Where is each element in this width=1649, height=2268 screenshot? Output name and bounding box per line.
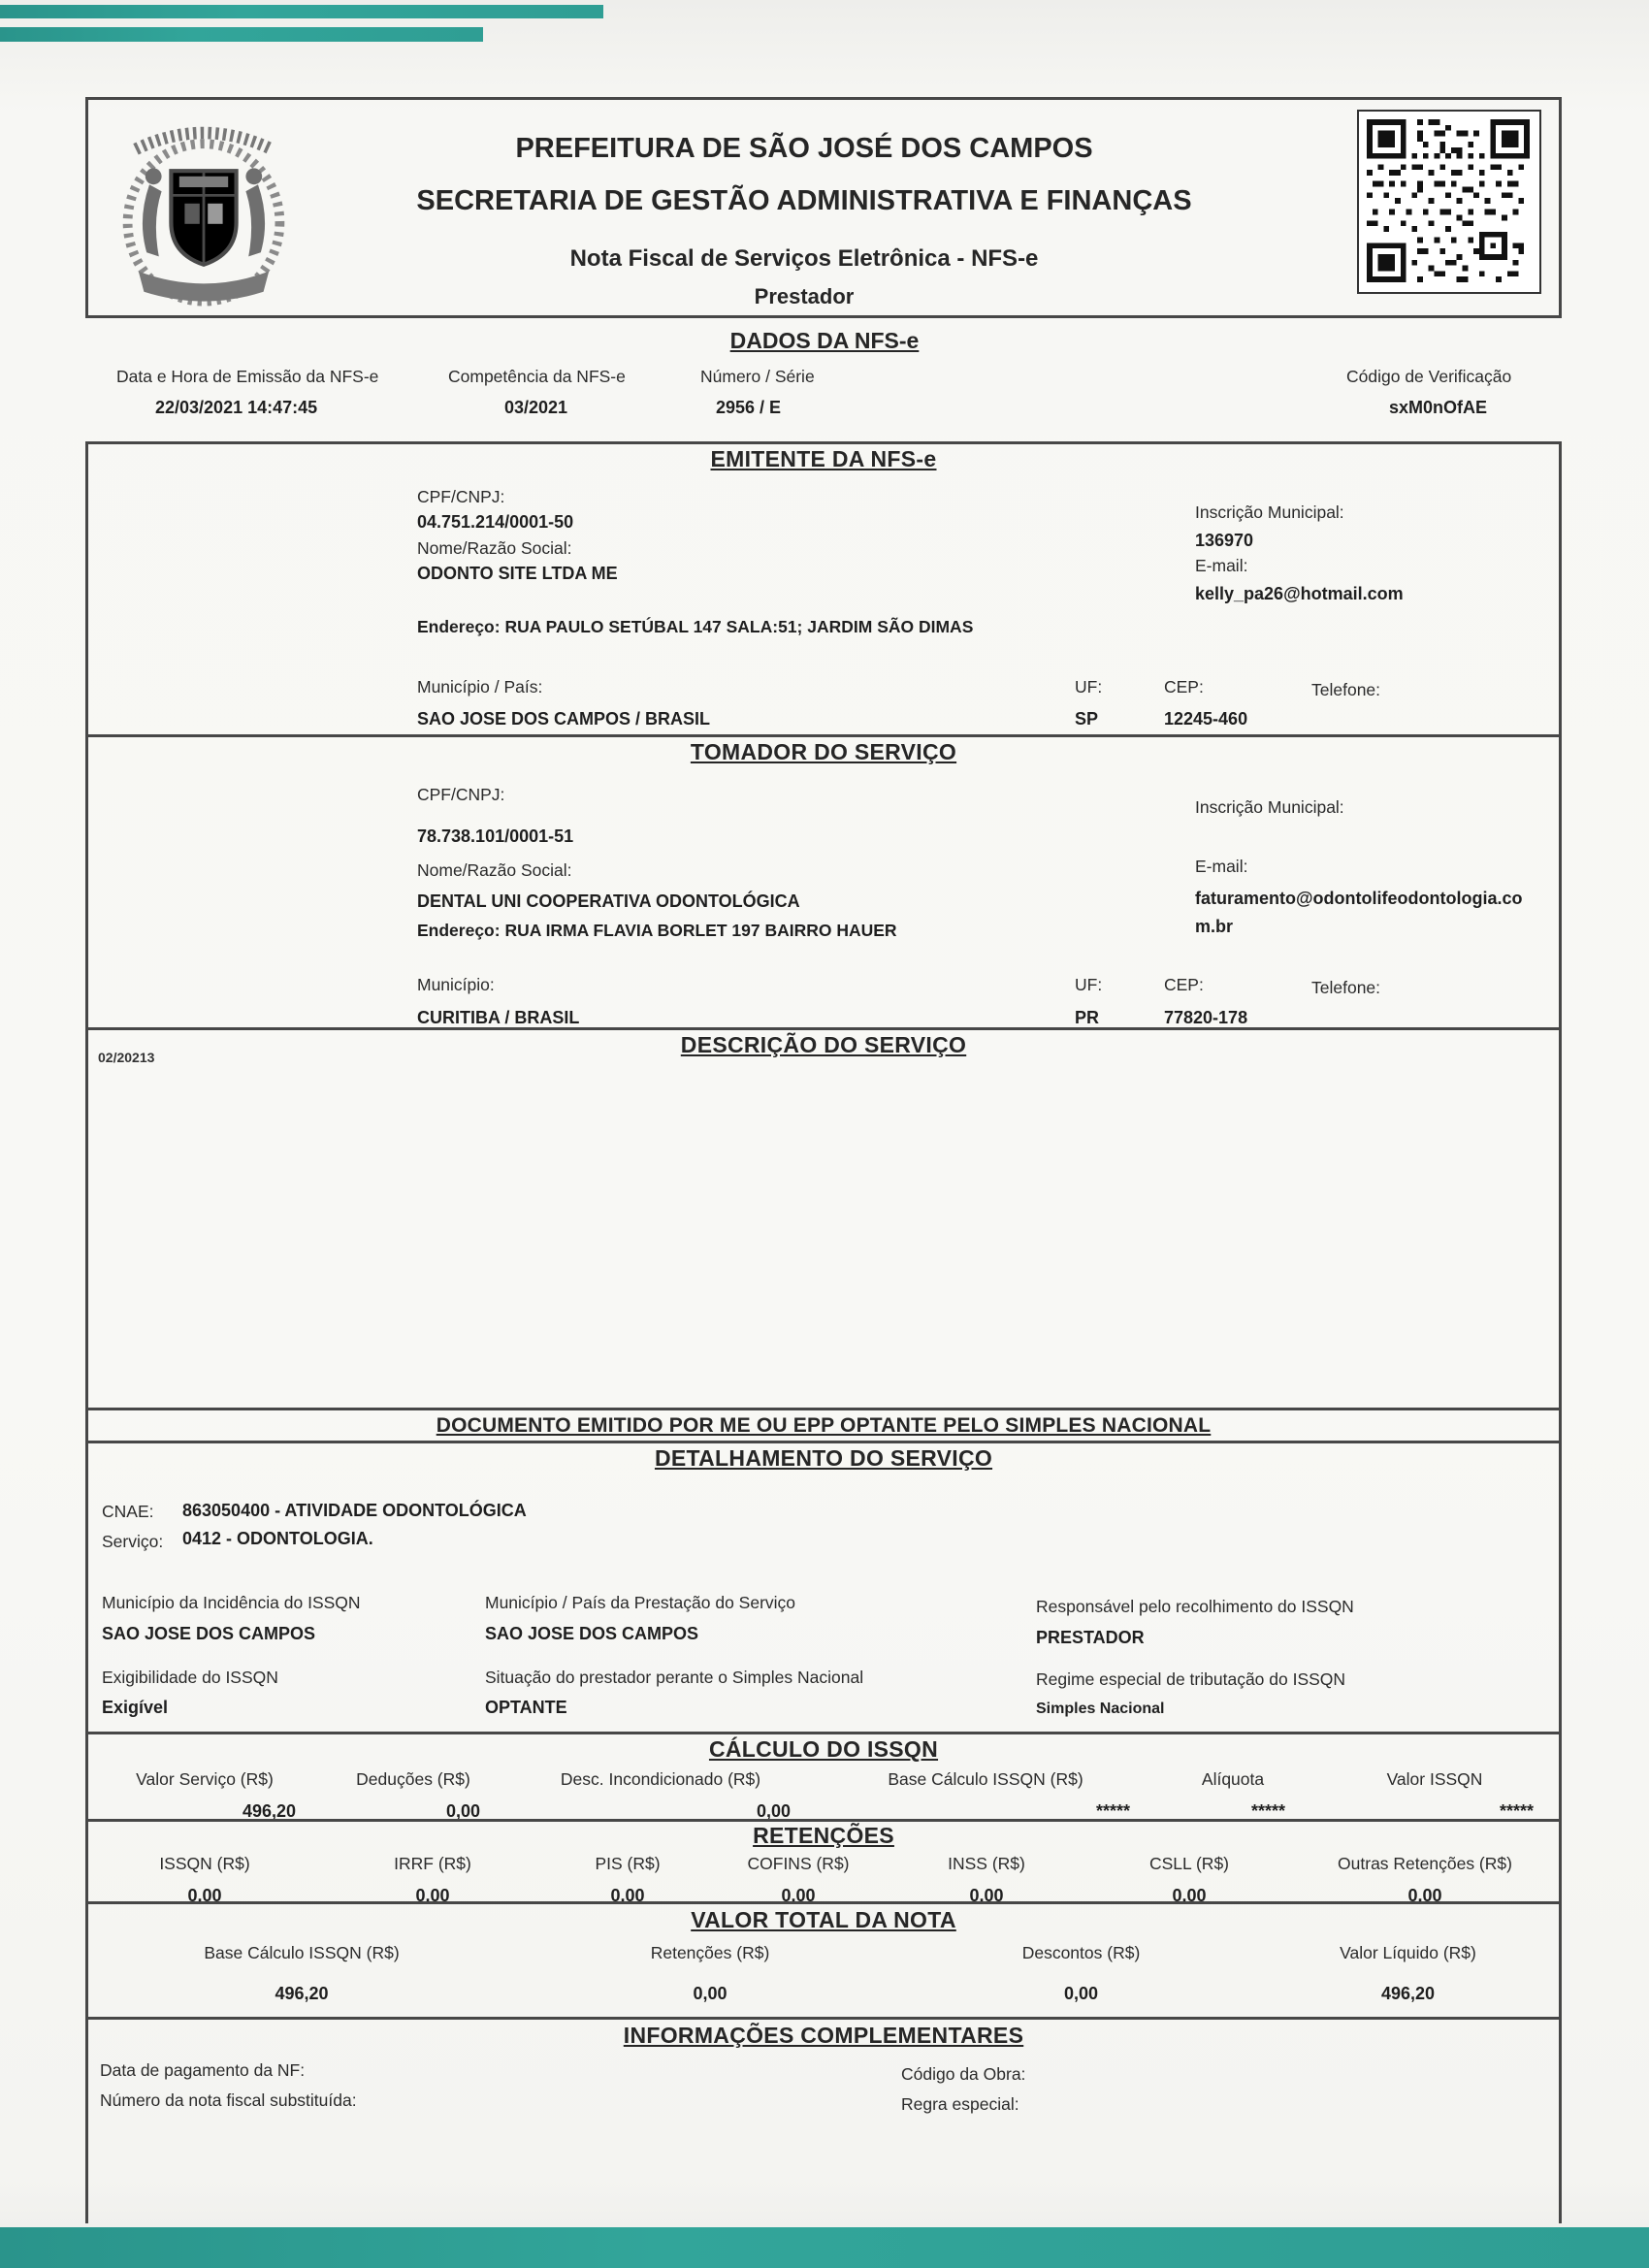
total-label: Valor Líquido (R$) [1340, 1943, 1476, 1962]
ret-col-cofins [711, 1854, 886, 1906]
total-value: 0,00 [1063, 1984, 1099, 2003]
ret-value: 0,00 [187, 1886, 222, 1905]
detalhamento-title: DETALHAMENTO DO SERVIÇO [654, 1445, 993, 1471]
ret-label: COFINS (R$) [747, 1854, 850, 1873]
exigibilidade-value: Exigível [102, 1698, 169, 1717]
header-box [85, 97, 1562, 318]
ret-value: 0,00 [969, 1886, 1004, 1905]
calc-value: ***** [1499, 1801, 1534, 1821]
total-value: 496,20 [275, 1984, 329, 2003]
situacao-value: OPTANTE [485, 1698, 567, 1717]
ret-col-issqn [88, 1854, 321, 1906]
header-title-line4: Prestador [754, 284, 855, 308]
calc-value: ***** [1250, 1801, 1285, 1821]
calc-col-valor-issqn [1310, 1769, 1559, 1822]
tomador-nome-label: Nome/Razão Social: [417, 860, 572, 880]
ret-col-inss [886, 1854, 1087, 1906]
ret-label: CSLL (R$) [1148, 1854, 1229, 1873]
calc-label: Deduções (R$) [356, 1769, 470, 1789]
ret-value: 0,00 [1172, 1886, 1207, 1905]
emissao-label: Data e Hora de Emissão da NFS-e [116, 367, 379, 386]
calc-label: Valor Serviço (R$) [136, 1769, 274, 1789]
header-title-line2: SECRETARIA DE GESTÃO ADMINISTRATIVA E FINANÇAS [416, 185, 1192, 216]
total-value: 0,00 [693, 1984, 728, 2003]
ret-col-outras [1291, 1854, 1559, 1906]
ret-value: 0,00 [610, 1886, 645, 1905]
emitente-email-value: kelly_pa26@hotmail.com [1195, 584, 1404, 603]
city-coat-of-arms-logo [102, 106, 306, 309]
total-label: Retenções (R$) [650, 1943, 770, 1962]
scan-artifact-bar-top-2 [0, 27, 483, 42]
codigo-verificacao-label: Código de Verificação [1346, 367, 1512, 386]
calculo-title: CÁLCULO DO ISSQN [708, 1736, 939, 1762]
cnae-label: CNAE: [102, 1502, 154, 1521]
valor-total-title: VALOR TOTAL DA NOTA [691, 1907, 956, 1932]
total-value: 496,20 [1380, 1984, 1436, 2003]
situacao-label: Situação do prestador perante o Simples Nacional [485, 1668, 864, 1687]
ret-label: ISSQN (R$) [159, 1854, 250, 1873]
servico-value: 0412 - ODONTOLOGIA. [182, 1529, 373, 1548]
tomador-inscricao-label: Inscrição Municipal: [1195, 797, 1344, 817]
simples-nacional-banner-text: DOCUMENTO EMITIDO POR ME OU EPP OPTANTE PELO SIMPLES NACIONAL [436, 1414, 1212, 1437]
data-pagamento-label: Data de pagamento da NF: [100, 2060, 306, 2080]
competencia-label: Competência da NFS-e [448, 367, 626, 386]
total-col-descontos [905, 1943, 1257, 2004]
prestacao-label: Município / País da Prestação do Serviço [485, 1593, 796, 1612]
calc-label: Base Cálculo ISSQN (R$) [888, 1769, 1083, 1789]
ret-col-irrf [321, 1854, 544, 1906]
emitente-inscricao-label: Inscrição Municipal: [1195, 502, 1344, 522]
exigibilidade-label: Exigibilidade do ISSQN [102, 1668, 278, 1687]
informacoes-box [85, 2017, 1562, 2223]
tomador-box [85, 734, 1562, 1030]
cnae-value: 863050400 - ATIVIDADE ODONTOLÓGICA [182, 1501, 527, 1520]
tomador-endereco: Endereço: RUA IRMA FLAVIA BORLET 197 BAIRRO HAUER [417, 921, 897, 940]
emitente-municipio-value: SAO JOSE DOS CAMPOS / BRASIL [417, 709, 711, 729]
emitente-cep-value: 12245-460 [1164, 709, 1248, 729]
ret-label: PIS (R$) [595, 1854, 661, 1873]
calc-label: Alíquota [1201, 1769, 1265, 1789]
servico-label: Serviço: [102, 1532, 164, 1551]
retencoes-title: RETENÇÕES [753, 1823, 894, 1848]
total-col-retencoes [515, 1943, 905, 2004]
descricao-corner-note: 02/20213 [98, 1050, 155, 1065]
tomador-email-value: faturamento@odontolifeodontologia.com.br [1195, 889, 1523, 936]
ret-label: INSS (R$) [948, 1854, 1025, 1873]
regime-label: Regime especial de tributação do ISSQN [1036, 1669, 1346, 1689]
scan-artifact-bar-top-1 [0, 5, 603, 18]
emitente-uf-label: UF: [1075, 677, 1103, 697]
calc-value: 496,20 [242, 1801, 296, 1821]
simples-nacional-banner [85, 1408, 1562, 1443]
tomador-nome-value: DENTAL UNI COOPERATIVA ODONTOLÓGICA [417, 891, 800, 911]
tomador-title: TOMADOR DO SERVIÇO [690, 739, 957, 764]
informacoes-title: INFORMAÇÕES COMPLEMENTARES [623, 2023, 1024, 2048]
calc-col-base-calculo [816, 1769, 1155, 1822]
tomador-cpf-label: CPF/CNPJ: [417, 785, 505, 804]
emitente-telefone-label: Telefone: [1311, 680, 1381, 699]
emitente-cpf-value: 04.751.214/0001-50 [417, 512, 574, 532]
emitente-municipio-label: Município / País: [417, 677, 543, 697]
calc-col-valor-servico [88, 1769, 321, 1822]
responsavel-label: Responsável pelo recolhimento do ISSQN [1036, 1597, 1354, 1616]
calc-label: Valor ISSQN [1386, 1769, 1483, 1789]
header-title-line3: Nota Fiscal de Serviços Eletrônica - NFS-e [569, 245, 1039, 272]
emitente-nome-value: ODONTO SITE LTDA ME [417, 564, 618, 583]
detalhamento-box [85, 1441, 1562, 1734]
calc-col-deducoes [321, 1769, 505, 1822]
ret-value: 0,00 [415, 1886, 450, 1905]
emissao-value: 22/03/2021 14:47:45 [155, 398, 318, 417]
descricao-box [85, 1027, 1562, 1410]
ret-label: IRRF (R$) [394, 1854, 471, 1873]
total-label: Base Cálculo ISSQN (R$) [204, 1943, 400, 1962]
tomador-municipio-value: CURITIBA / BRASIL [417, 1008, 580, 1027]
dados-section-title: DADOS DA NFS-e [729, 328, 920, 353]
nota-substituida-label: Número da nota fiscal substituída: [100, 2090, 357, 2110]
regime-value: Simples Nacional [1036, 1701, 1165, 1717]
ret-label: Outras Retenções (R$) [1338, 1854, 1512, 1873]
emitente-inscricao-value: 136970 [1195, 531, 1254, 550]
tomador-telefone-label: Telefone: [1311, 978, 1381, 997]
numero-serie-value: 2956 / E [716, 398, 782, 417]
calc-label: Desc. Incondicionado (R$) [560, 1769, 761, 1789]
competencia-value: 03/2021 [504, 398, 568, 417]
total-col-valor-liquido [1257, 1943, 1559, 2004]
ret-col-pis [544, 1854, 711, 1906]
incidencia-value: SAO JOSE DOS CAMPOS [102, 1624, 316, 1643]
calc-value: ***** [1095, 1801, 1130, 1821]
tomador-email-label: E-mail: [1195, 857, 1248, 876]
codigo-obra-label: Código da Obra: [901, 2064, 1026, 2084]
ret-col-csll [1087, 1854, 1291, 1906]
ret-value: 0,00 [781, 1886, 816, 1905]
calc-col-aliquota [1155, 1769, 1310, 1822]
emitente-cep-label: CEP: [1164, 677, 1204, 697]
tomador-cep-label: CEP: [1164, 975, 1204, 994]
header-title-line1: PREFEITURA DE SÃO JOSÉ DOS CAMPOS [515, 133, 1093, 164]
ret-value: 0,00 [1407, 1886, 1442, 1905]
tomador-cpf-value: 78.738.101/0001-51 [417, 826, 574, 846]
calc-col-desc-incondicionado [505, 1769, 816, 1822]
calc-value: 0,00 [756, 1801, 791, 1821]
calc-value: 0,00 [445, 1801, 480, 1821]
retencoes-box [85, 1819, 1562, 1904]
emitente-nome-label: Nome/Razão Social: [417, 538, 572, 558]
scan-artifact-bar-bottom [0, 2227, 1649, 2268]
emitente-title: EMITENTE DA NFS-e [710, 446, 937, 471]
responsavel-value: PRESTADOR [1036, 1628, 1145, 1647]
calculo-issqn-box [85, 1732, 1562, 1822]
descricao-title: DESCRIÇÃO DO SERVIÇO [680, 1032, 967, 1057]
qr-code [1357, 110, 1541, 294]
tomador-cep-value: 77820-178 [1164, 1008, 1248, 1027]
emitente-cpf-label: CPF/CNPJ: [417, 487, 505, 506]
tomador-uf-label: UF: [1075, 975, 1103, 994]
total-col-base-calculo [88, 1943, 515, 2004]
total-label: Descontos (R$) [1021, 1943, 1141, 1962]
incidencia-label: Município da Incidência do ISSQN [102, 1593, 361, 1612]
tomador-uf-value: PR [1075, 1008, 1100, 1027]
emitente-uf-value: SP [1075, 709, 1099, 729]
emitente-box [85, 441, 1562, 737]
prestacao-value: SAO JOSE DOS CAMPOS [485, 1624, 699, 1643]
numero-serie-label: Número / Série [700, 367, 815, 386]
emitente-endereco: Endereço: RUA PAULO SETÚBAL 147 SALA:51; JARDIM SÃO DIMAS [417, 617, 974, 636]
regra-especial-label: Regra especial: [901, 2094, 1019, 2114]
codigo-verificacao-value: sxM0nOfAE [1389, 398, 1488, 417]
tomador-municipio-label: Município: [417, 975, 495, 994]
valor-total-box [85, 1901, 1562, 2020]
emitente-email-label: E-mail: [1195, 556, 1248, 575]
